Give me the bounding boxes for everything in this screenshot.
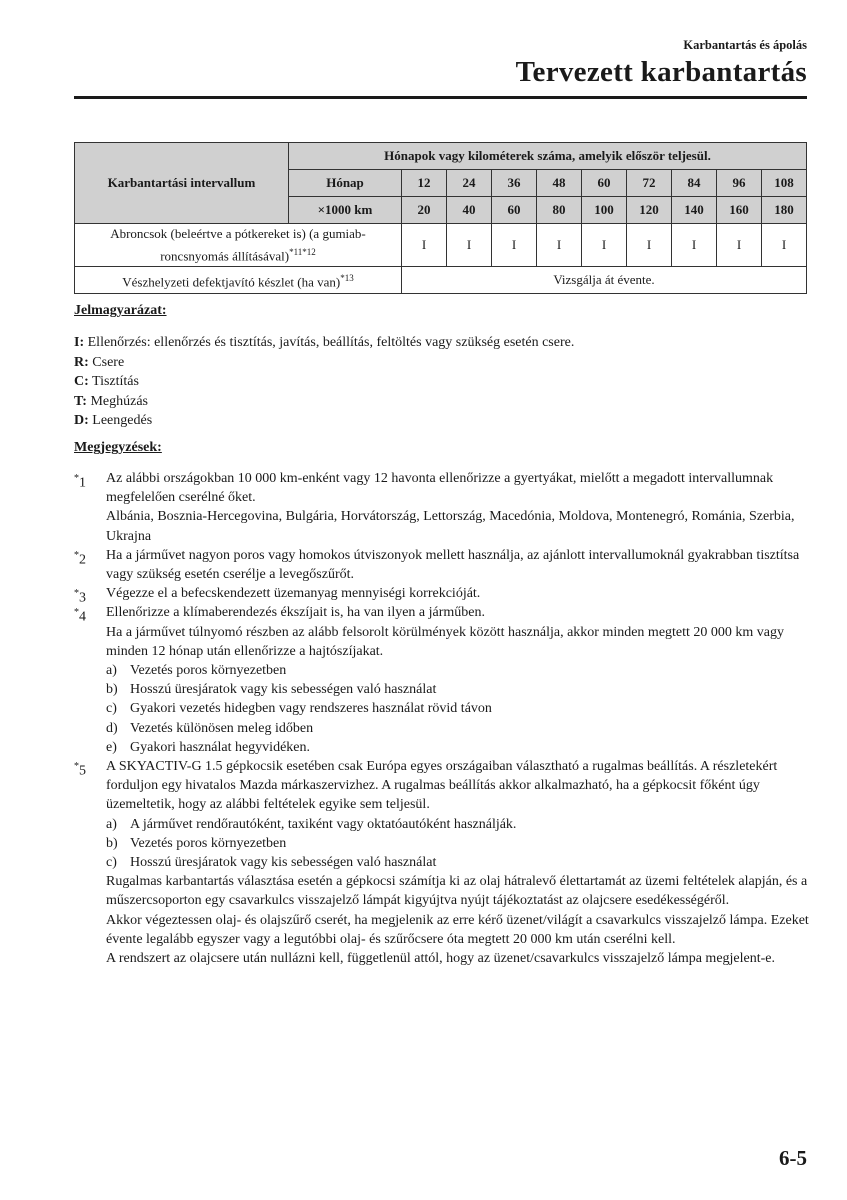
notes-heading: Megjegyzések: xyxy=(74,440,162,455)
note-text: Ellenőrizze a klímaberendezés ékszíjait is, ha van ilyen a járműben. xyxy=(106,605,486,621)
km-label: ×1000 km xyxy=(289,197,402,224)
table-row xyxy=(75,267,807,294)
legend-key: T: xyxy=(74,393,87,409)
legend-heading: Jelmagyarázat: xyxy=(74,303,167,318)
schedule-span-cell: Vizsgálja át évente. xyxy=(402,267,807,294)
item-cell-repair-kit xyxy=(75,267,402,294)
schedule-cell: I xyxy=(717,224,762,267)
note-marker: *5 xyxy=(74,761,86,779)
legend-key: R: xyxy=(74,354,89,370)
month-cell: 84 xyxy=(672,170,717,197)
note-item xyxy=(74,546,819,584)
footnote-ref: *13 xyxy=(340,272,354,283)
months-label: Hónap xyxy=(289,170,402,197)
note-item xyxy=(74,469,819,546)
interval-label-cell: Karbantartási intervallum xyxy=(75,143,289,224)
month-cell: 36 xyxy=(492,170,537,197)
note-subitem: a) Vezetés poros környezetben xyxy=(106,663,287,679)
note-text: Végezze el a befecskendezett üzemanyag mennyiségi korrekcióját. xyxy=(106,586,481,602)
note-item xyxy=(74,584,819,606)
footnote-ref: *11*12 xyxy=(289,246,316,257)
note-marker: *3 xyxy=(74,588,86,606)
schedule-cell: I xyxy=(447,224,492,267)
note-subitem: e) Gyakori használat hegyvidéken. xyxy=(106,739,310,755)
legend-item xyxy=(74,411,574,431)
month-cell: 48 xyxy=(537,170,582,197)
km-cell: 20 xyxy=(402,197,447,224)
item-cell-tires xyxy=(75,224,402,267)
legend-item xyxy=(74,333,574,353)
note-text: Akkor végeztessen olaj- és olajszűrő cserét, ha megjelenik az erre kérő üzenet/világít a csavarkulcs visszajelző lámpa. Ezeket évente legalább egyszer vagy a legutóbbi olaj- és szűrőcsere óta megtett 20 000 km után cserélni kell. xyxy=(106,912,809,947)
month-cell: 12 xyxy=(402,170,447,197)
note-item xyxy=(74,757,819,968)
legend-text: Meghúzás xyxy=(86,393,149,409)
legend-text: Leengedés xyxy=(88,413,153,428)
legend-text: Ellenőrzés: ellenőrzés és tisztítás, javítás, beállítás, feltöltés vagy szükség esetén csere. xyxy=(84,335,575,350)
legend-key: D: xyxy=(74,413,89,428)
item-text: Abroncsok (beleértve a pótkereket is) (a gumiab- xyxy=(110,225,366,241)
schedule-cell: I xyxy=(492,224,537,267)
schedule-cell: I xyxy=(762,224,807,267)
note-text: A SKYACTIV-G 1.5 gépkocsik esetében csak Európa egyes országaiban választható a rugalmas beállítás. A részletekért forduljon egy hivatalos Mazda márkaszervizhez. A rugalmas beállítás akkor alkalmazható, ha a gépkocsit főként úgy üzemeltetik, hogy az alábbi feltételek egyike sem teljesül. xyxy=(106,759,778,813)
legend-list xyxy=(74,333,574,431)
note-text: Ha a járművet nagyon poros vagy homokos útviszonyok mellett használja, az ajánlott intervallumoknál gyakrabban tisztítsa vagy szükség esetén cserélje a levegőszűrőt. xyxy=(106,547,800,583)
page-number: 6-5 xyxy=(779,1146,807,1170)
schedule-cell: I xyxy=(582,224,627,267)
note-marker: *4 xyxy=(74,607,86,626)
note-subitem: b) Hosszú üresjáratok vagy kis sebességen való használat xyxy=(106,682,437,698)
item-text: Vészhelyzeti defektjavító készlet (ha van) xyxy=(122,274,341,290)
km-cell: 140 xyxy=(672,197,717,224)
note-marker: *2 xyxy=(74,549,86,568)
table-row xyxy=(75,224,807,267)
month-cell: 108 xyxy=(762,170,807,197)
km-cell: 120 xyxy=(627,197,672,224)
legend-key: I: xyxy=(74,335,85,350)
month-cell: 24 xyxy=(447,170,492,197)
note-text: Rugalmas karbantartás választása esetén a gépkocsi számítja ki az olaj hátralevő élettartamát az üzemi feltételek alapján, és a műszercsoporton egy csavarkulcs visszajelző lámpát kigyújtva nyújt tájékoztatást az olajcsere esedékességéről. xyxy=(106,874,808,909)
note-subitem: d) Vezetés különösen meleg időben xyxy=(106,720,314,736)
legend-text: Tisztítás xyxy=(88,374,139,389)
span-header-cell: Hónapok vagy kilométerek száma, amelyik először teljesül. xyxy=(289,143,807,170)
schedule-cell: I xyxy=(627,224,672,267)
page-title: Tervezett karbantartás xyxy=(515,56,807,88)
legend-item xyxy=(74,353,574,373)
km-cell: 40 xyxy=(447,197,492,224)
month-cell: 72 xyxy=(627,170,672,197)
legend-item xyxy=(74,372,574,392)
section-label: Karbantartás és ápolás xyxy=(683,38,807,52)
note-text: Az alábbi országokban 10 000 km-enként vagy 12 havonta ellenőrizze a gyertyákat, mielőtt a megadott intervallumnak megfelelően cserélné őket. xyxy=(106,471,774,506)
month-cell: 60 xyxy=(582,170,627,197)
km-cell: 100 xyxy=(582,197,627,224)
km-cell: 80 xyxy=(537,197,582,224)
note-subitem: c) Hosszú üresjáratok vagy kis sebességen való használat xyxy=(106,855,437,871)
schedule-cell: I xyxy=(672,224,717,267)
note-item xyxy=(74,603,819,757)
note-text: Ha a járművet túlnyomó részben az alább felsorolt körülmények között használja, akkor minden megtett 20 000 km vagy minden 12 hónap után ellenőrizze a hajtószíjakat. xyxy=(106,624,785,659)
item-text: roncsnyomás állításával) xyxy=(160,248,290,264)
month-cell: 96 xyxy=(717,170,762,197)
km-cell: 160 xyxy=(717,197,762,224)
note-text: Albánia, Bosznia-Hercegovina, Bulgária, Horvátország, Lettország, Macedónia, Moldova, Montenegró, Románia, Szerbia, Ukrajna xyxy=(106,509,795,544)
note-subitem: c) Gyakori vezetés hidegben vagy rendszeres használat rövid távon xyxy=(106,701,492,717)
km-cell: 180 xyxy=(762,197,807,224)
legend-text: Csere xyxy=(88,354,125,370)
note-marker: *1 xyxy=(74,473,86,491)
schedule-cell: I xyxy=(402,224,447,267)
legend-key: C: xyxy=(74,374,89,389)
notes-list xyxy=(74,469,819,968)
note-subitem: b) Vezetés poros környezetben xyxy=(106,835,287,851)
km-cell: 60 xyxy=(492,197,537,224)
note-subitem: a) A járművet rendőrautóként, taxiként vagy oktatóautóként használják. xyxy=(106,816,517,832)
legend-item xyxy=(74,392,574,412)
title-rule xyxy=(74,96,807,99)
maintenance-table xyxy=(74,142,807,294)
schedule-cell: I xyxy=(537,224,582,267)
note-text: A rendszert az olajcsere után nullázni kell, függetlenül attól, hogy az üzenet/csavarkulcs visszajelző lámpa megjelent-e. xyxy=(106,951,776,967)
